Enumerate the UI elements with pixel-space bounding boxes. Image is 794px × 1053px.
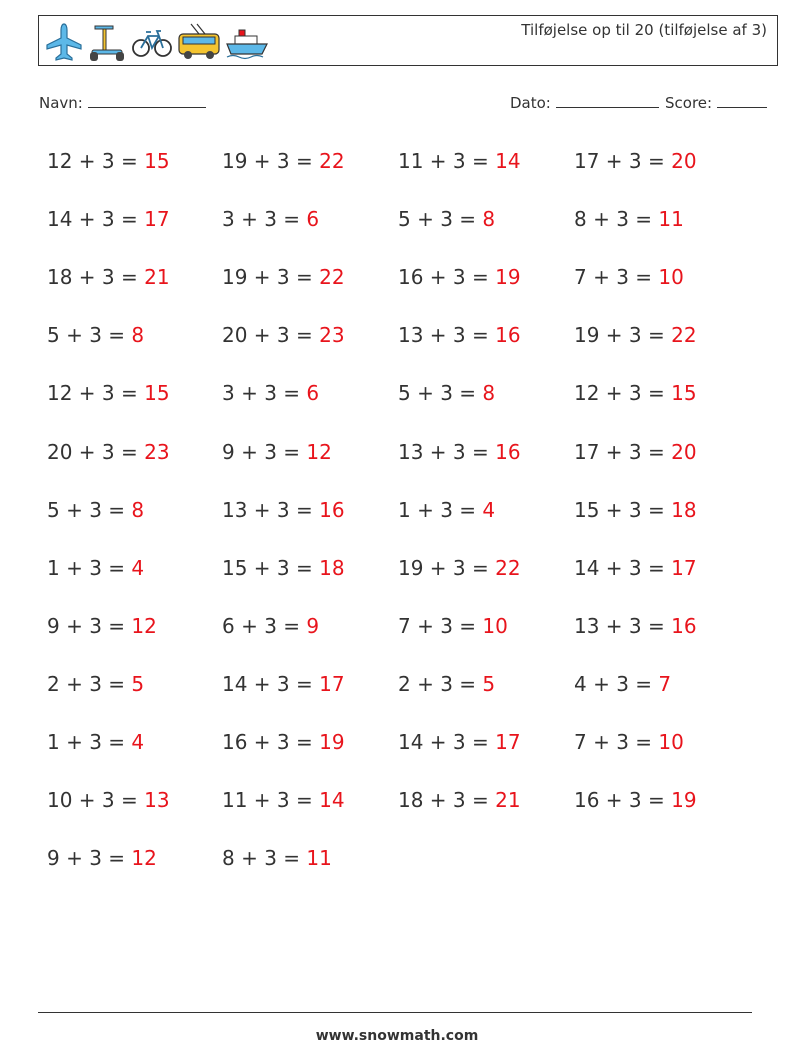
problem-question: 9 + 3 = (47, 846, 132, 870)
problem-answer: 15 (144, 149, 170, 173)
math-problem (222, 556, 345, 580)
problem-question: 8 + 3 = (222, 846, 307, 870)
math-problem (574, 556, 697, 580)
problem-question: 3 + 3 = (222, 381, 307, 405)
math-problem (222, 381, 319, 405)
problem-answer: 17 (495, 730, 521, 754)
math-problem (398, 265, 521, 289)
problem-answer: 21 (144, 265, 170, 289)
problem-question: 15 + 3 = (574, 498, 672, 522)
problem-question: 13 + 3 = (398, 440, 496, 464)
problem-answer: 19 (495, 265, 521, 289)
problem-question: 5 + 3 = (398, 381, 483, 405)
math-problem (574, 381, 697, 405)
problem-answer: 22 (671, 323, 697, 347)
problem-answer: 15 (144, 381, 170, 405)
problem-answer: 14 (495, 149, 521, 173)
problem-answer: 8 (482, 207, 496, 231)
vehicle-icons (45, 22, 269, 62)
math-problem (398, 498, 495, 522)
problem-question: 4 + 3 = (574, 672, 659, 696)
problem-answer: 22 (319, 265, 345, 289)
scooter-icon (87, 22, 127, 62)
problem-question: 14 + 3 = (574, 556, 672, 580)
problem-question: 19 + 3 = (574, 323, 672, 347)
math-problem (574, 498, 697, 522)
problem-question: 17 + 3 = (574, 440, 672, 464)
math-problem (222, 323, 345, 347)
problem-answer: 16 (671, 614, 697, 638)
problem-answer: 23 (319, 323, 345, 347)
problem-answer: 16 (495, 323, 521, 347)
math-problem (574, 614, 697, 638)
math-problem (47, 440, 170, 464)
score-label: Score: (665, 94, 713, 112)
math-problem (574, 672, 671, 696)
math-problem (222, 672, 345, 696)
problem-question: 2 + 3 = (398, 672, 483, 696)
problem-question: 7 + 3 = (398, 614, 483, 638)
problem-answer: 18 (319, 556, 345, 580)
problem-question: 14 + 3 = (398, 730, 496, 754)
problem-question: 19 + 3 = (222, 149, 320, 173)
date-label: Dato: (510, 94, 551, 112)
math-problem (47, 614, 157, 638)
problem-question: 18 + 3 = (398, 788, 496, 812)
problem-answer: 19 (671, 788, 697, 812)
problem-answer: 4 (131, 556, 145, 580)
problem-answer: 12 (131, 614, 157, 638)
math-problem (398, 440, 521, 464)
problem-question: 20 + 3 = (222, 323, 320, 347)
math-problem (47, 556, 144, 580)
problem-answer: 22 (319, 149, 345, 173)
problem-question: 11 + 3 = (222, 788, 320, 812)
problem-answer: 14 (319, 788, 345, 812)
math-problem (222, 149, 345, 173)
math-problem (398, 556, 521, 580)
problem-question: 8 + 3 = (574, 207, 659, 231)
problem-answer: 6 (306, 207, 320, 231)
problem-answer: 8 (131, 323, 145, 347)
footer-url: www.snowmath.com (315, 1028, 479, 1044)
problem-answer: 22 (495, 556, 521, 580)
problem-question: 3 + 3 = (222, 207, 307, 231)
problem-question: 11 + 3 = (398, 149, 496, 173)
math-problem (222, 846, 332, 870)
bicycle-icon (131, 22, 173, 62)
problem-question: 5 + 3 = (398, 207, 483, 231)
math-problem (574, 440, 697, 464)
math-problem (47, 730, 144, 754)
math-problem (47, 381, 170, 405)
problem-question: 7 + 3 = (574, 265, 659, 289)
score-field[interactable] (665, 93, 767, 112)
problem-question: 19 + 3 = (398, 556, 496, 580)
problem-question: 13 + 3 = (574, 614, 672, 638)
problem-question: 7 + 3 = (574, 730, 659, 754)
problem-answer: 9 (306, 614, 320, 638)
problem-question: 1 + 3 = (47, 556, 132, 580)
problem-answer: 21 (495, 788, 521, 812)
problem-question: 5 + 3 = (47, 498, 132, 522)
math-problem (222, 614, 319, 638)
problem-answer: 10 (658, 730, 684, 754)
problem-answer: 6 (306, 381, 320, 405)
problem-question: 9 + 3 = (47, 614, 132, 638)
problem-answer: 10 (658, 265, 684, 289)
math-problem (574, 323, 697, 347)
problem-question: 2 + 3 = (47, 672, 132, 696)
problem-question: 14 + 3 = (222, 672, 320, 696)
problem-answer: 7 (658, 672, 672, 696)
math-problem (47, 672, 144, 696)
problem-question: 12 + 3 = (574, 381, 672, 405)
problem-answer: 20 (671, 440, 697, 464)
problem-question: 1 + 3 = (398, 498, 483, 522)
problem-answer: 4 (131, 730, 145, 754)
problem-answer: 18 (671, 498, 697, 522)
math-problem (574, 788, 697, 812)
math-problem (47, 788, 170, 812)
problem-answer: 16 (495, 440, 521, 464)
problem-answer: 12 (306, 440, 332, 464)
problem-answer: 8 (482, 381, 496, 405)
problem-question: 12 + 3 = (47, 149, 145, 173)
problem-question: 10 + 3 = (47, 788, 145, 812)
problem-question: 6 + 3 = (222, 614, 307, 638)
problem-question: 18 + 3 = (47, 265, 145, 289)
problem-answer: 10 (482, 614, 508, 638)
math-problem (222, 498, 345, 522)
problem-question: 16 + 3 = (222, 730, 320, 754)
math-problem (398, 788, 521, 812)
problem-answer: 8 (131, 498, 145, 522)
math-problem (222, 207, 319, 231)
math-problem (398, 323, 521, 347)
problem-answer: 17 (319, 672, 345, 696)
math-problem (398, 207, 495, 231)
math-problem (398, 614, 508, 638)
problem-question: 13 + 3 = (398, 323, 496, 347)
problem-answer: 20 (671, 149, 697, 173)
math-problem (47, 265, 170, 289)
math-problem (398, 381, 495, 405)
name-label: Navn: (39, 94, 83, 112)
math-problem (398, 672, 495, 696)
problem-question: 9 + 3 = (222, 440, 307, 464)
problem-question: 17 + 3 = (574, 149, 672, 173)
problem-answer: 5 (482, 672, 496, 696)
trolleybus-icon (177, 22, 221, 62)
math-problem (574, 730, 684, 754)
problem-question: 1 + 3 = (47, 730, 132, 754)
problem-question: 12 + 3 = (47, 381, 145, 405)
problem-answer: 17 (671, 556, 697, 580)
problem-question: 20 + 3 = (47, 440, 145, 464)
problem-answer: 11 (658, 207, 684, 231)
date-blank[interactable] (556, 93, 659, 108)
math-problem (47, 149, 170, 173)
problem-answer: 15 (671, 381, 697, 405)
math-problem (398, 149, 521, 173)
math-problem (222, 440, 332, 464)
problem-answer: 19 (319, 730, 345, 754)
problem-question: 14 + 3 = (47, 207, 145, 231)
math-problem (574, 265, 684, 289)
math-problem (47, 846, 157, 870)
name-blank[interactable] (88, 93, 206, 108)
date-field[interactable] (510, 93, 659, 112)
math-problem (222, 788, 345, 812)
math-problem (222, 265, 345, 289)
problem-answer: 16 (319, 498, 345, 522)
problem-answer: 4 (482, 498, 496, 522)
math-problem (222, 730, 345, 754)
problem-question: 16 + 3 = (398, 265, 496, 289)
problem-answer: 5 (131, 672, 145, 696)
name-field[interactable] (39, 93, 206, 112)
problem-answer: 12 (131, 846, 157, 870)
math-problem (398, 730, 521, 754)
airplane-icon (45, 22, 83, 62)
problem-answer: 23 (144, 440, 170, 464)
problem-answer: 11 (306, 846, 332, 870)
problem-question: 16 + 3 = (574, 788, 672, 812)
problem-question: 13 + 3 = (222, 498, 320, 522)
problem-answer: 13 (144, 788, 170, 812)
problem-question: 19 + 3 = (222, 265, 320, 289)
worksheet-header (38, 15, 778, 66)
problem-question: 15 + 3 = (222, 556, 320, 580)
footer-divider (38, 1012, 752, 1013)
math-problem (574, 149, 697, 173)
math-problem (574, 207, 684, 231)
ship-icon (225, 22, 269, 62)
math-problem (47, 498, 144, 522)
problem-question: 5 + 3 = (47, 323, 132, 347)
math-problem (47, 207, 170, 231)
score-blank[interactable] (717, 93, 767, 108)
problem-answer: 17 (144, 207, 170, 231)
worksheet-title: Tilføjelse op til 20 (tilføjelse af 3) (521, 21, 767, 39)
math-problem (47, 323, 144, 347)
